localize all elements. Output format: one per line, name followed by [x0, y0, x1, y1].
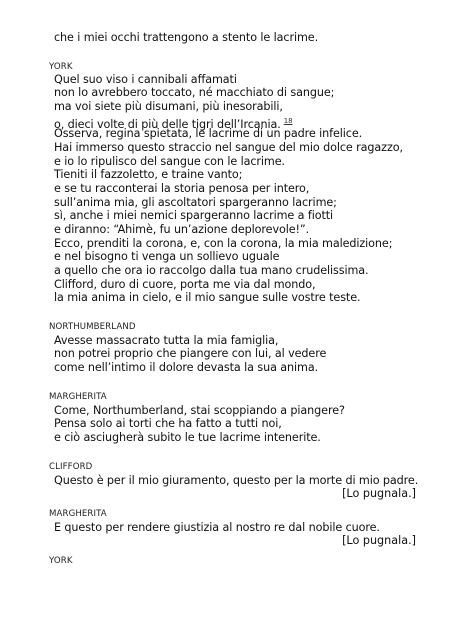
verse-line: Come, Northumberland, stai scoppiando a piangere?: [54, 403, 345, 417]
verse-line: Ecco, prenditi la corona, e, con la corona, la mia maledizione;: [54, 236, 393, 250]
verse-line: Pensa solo ai torti che ha fatto a tutti noi,: [54, 417, 282, 431]
verse-line: e ciò asciugherà subito le tue lacrime intenerite.: [54, 431, 321, 445]
verse-line: ma voi siete più disumani, più inesorabili,: [54, 100, 283, 114]
verse-line: Clifford, duro di cuore, porta me via dal mondo,: [54, 277, 316, 291]
verse-line: Questo è per il mio giuramento, questo per la morte di mio padre.: [54, 473, 419, 487]
verse-line: non potrei proprio che piangere con lui, al vedere: [54, 347, 327, 361]
verse-line: come nell’intimo il dolore devasta la sua anima.: [54, 361, 319, 375]
verse-line: non lo avrebbero toccato, né macchiato di sangue;: [54, 86, 335, 100]
verse-line: Avesse massacrato tutta la mia famiglia,: [54, 333, 279, 347]
footnote-link[interactable]: 18: [283, 116, 293, 125]
verse-line: che i miei occhi trattengono a stento le lacrime.: [54, 31, 319, 44]
verse-line: e io lo ripulisco del sangue con le lacrime.: [54, 154, 285, 168]
verse-line: a quello che ora io raccolgo dalla tua mano crudelissima.: [54, 263, 369, 277]
verse-line: sì, anche i miei nemici spargeranno lacrime a fiotti: [54, 209, 334, 223]
stage-direction: [Lo pugnala.]: [342, 487, 416, 501]
verse-line: e nel bisogno ti venga un sollievo uguale: [54, 250, 280, 264]
speaker-name: MARGHERITA: [49, 508, 107, 519]
verse-line: E questo per rendere giustizia al nostro re dal nobile cuore.: [54, 520, 380, 534]
verse-line: e diranno: “Ahimè, fu un’azione deplorevole!”.: [54, 222, 310, 236]
verse-line: Hai immerso questo straccio nel sangue del mio dolce ragazzo,: [54, 141, 403, 155]
verse-line: Tieniti il fazzoletto, e traine vanto;: [54, 168, 243, 182]
verse-line: sull’anima mia, gli ascoltatori spargeranno lacrime;: [54, 195, 337, 209]
verse-text: o, dieci volte di più delle tigri dell’Ircania.: [54, 117, 281, 131]
speaker-name: NORTHUMBERLAND: [49, 321, 136, 332]
speaker-name: YORK: [49, 555, 73, 566]
speaker-name: MARGHERITA: [49, 391, 107, 402]
verse-line: Osserva, regina spietata, le lacrime di un padre infelice.: [54, 127, 363, 141]
verse-line: Quel suo viso i cannibali affamati: [54, 72, 237, 86]
speaker-name: YORK: [49, 61, 73, 72]
stage-direction: [Lo pugnala.]: [342, 534, 416, 548]
speaker-name: CLIFFORD: [49, 461, 93, 472]
verse-line: e se tu racconterai la storia penosa per intero,: [54, 181, 310, 195]
verse-line: la mia anima in cielo, e il mio sangue sulle vostre teste.: [54, 291, 361, 305]
